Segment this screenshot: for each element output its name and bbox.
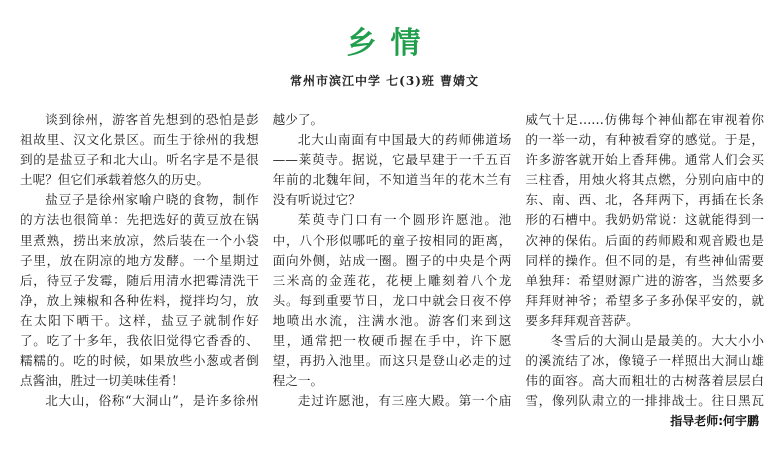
paragraph: 冬雪后的大洞山是最美的。大大小小的溪流结了冰，像镜子一样照出大洞山雄伟的面容。高大而粗壮的古树落着层层白雪，像列队肃立的一排排战士。往日黑瓦 xyxy=(525,333,765,409)
paragraph: 越少了。 xyxy=(272,112,324,127)
text-column-3 xyxy=(525,110,764,410)
paragraph: 威气十足……仿佛每个神仙都在审视着你的一举一动，有种被看穿的感觉。于是，许多游客就开始上香拜佛。通常人们会买三柱香，用烛火将其点燃，分别向庙中的东、南、西、北，各拜两下，再插在长条形的石槽中。我奶奶常说：这就能得到一次神的保佑。后面的药师殿和观音殿也是同样的操作。但不同的是，有些神仙需要单独拜：希望财源广进的游客，当然要多拜拜财神爷；希望多子多孙保平安的，就要多拜拜观音菩萨。 xyxy=(525,112,765,328)
article-title: 乡情 xyxy=(346,26,435,61)
paragraph: 茱萸寺门口有一个圆形许愿池。池中，八个形似哪吒的童子按相同的距离，面向外侧，站成一圈。圈子的中央是个两三米高的金莲花，花梗上雕刻着八个龙头。每到重要节日，龙口中就会日夜不停地喷出水流，注满水池。游客们来到这里，通常把一枚硬币握在手中，许下愿望，再扔入池里。而这只是登山必走的过程之一。 xyxy=(272,212,512,389)
text-column-1 xyxy=(20,110,259,410)
text-column-2 xyxy=(273,110,512,410)
paragraph: 北大山南面有中国最大的药师佛道场——莱萸寺。据说，它最早建于一千五百年前的北魏年间，不知道当年的花木兰有没有听说过它？ xyxy=(272,132,512,208)
paragraph: 北大山，俗称“大洞山”，是许多徐州 xyxy=(45,393,259,409)
article-byline: 常州市滨江中学 七(3)班 曹婧文 xyxy=(290,74,480,88)
paragraph: 盐豆子是徐州家喻户晓的食物，制作的方法也很简单：先把选好的黄豆放在锅里煮熟，捞出来放凉，然后装在一个小袋子里，放在阴凉的地方发酵。一个星期过后，待豆子发霉，随后用清水把霉清洗干净，放上辣椒和各种佐料，搅拌均匀，放在太阳下晒干。这样，盐豆子就制作好了。吃了十多年，我依旧觉得它香香的、糯糯的。吃的时候，如果放些小葱或者倒点酱油，胜过一切美味佳肴！ xyxy=(20,192,259,389)
paragraph: 谈到徐州，游客首先想到的恐怕是彭祖故里、汉文化景区。而生于徐州的我想到的是盐豆子和北大山。听名字是不是很土呢？但它们承载着悠久的历史。 xyxy=(20,112,259,188)
teacher-credit: 指导老师:何宇鹏 xyxy=(670,414,759,428)
paragraph: 走过许愿池，有三座大殿。第一个庙 xyxy=(297,393,512,409)
article-body xyxy=(20,110,764,410)
